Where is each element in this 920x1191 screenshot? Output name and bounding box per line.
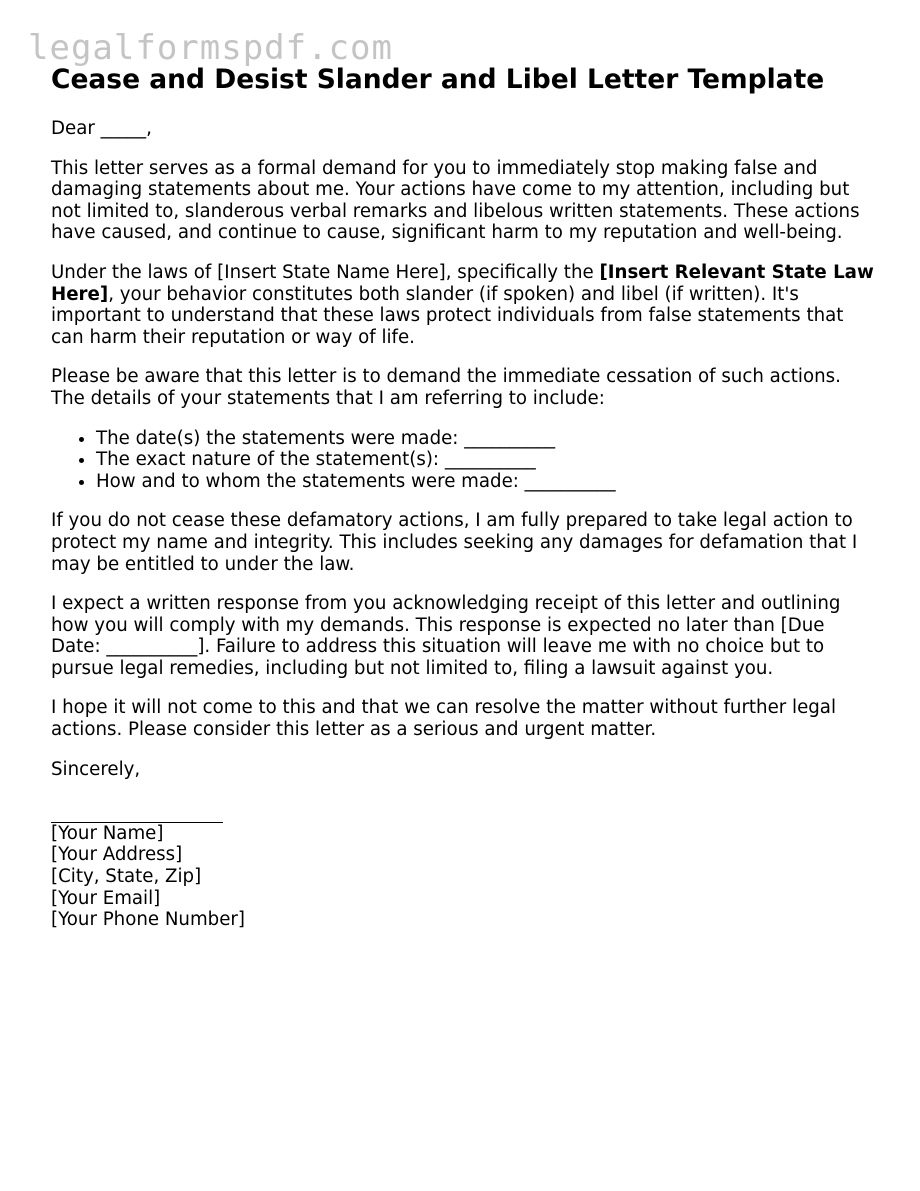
greeting: Dear _____, [51,118,152,139]
signature-name: [Your Name] [51,822,164,844]
list-item: • The date(s) the statements were made: __________ [96,428,877,450]
watermark: legalformspdf.com [28,28,393,68]
signature-address: [Your Address] [51,844,183,866]
signature-email: [Your Email] [51,887,161,909]
document-title: Cease and Desist Slander and Libel Letter Template [51,64,825,95]
paragraph-demand: This letter serves as a formal demand for you to immediately stop making false and damaging statements about me. Your actions have come to my attention, including but not limited to, slanderous verbal remarks and libelous written statements. These actions have caused, and continue to cause, significant harm to my reputation and well-being. [51,157,860,244]
paragraph-details-intro: Please be aware that this letter is to demand the immediate cessation of such actions. The details of your statements that I am referring to include: [51,366,841,409]
legal-basis-text-before: Under the laws of [Insert State Name Here], specifically the [51,261,600,283]
paragraph-response-request: I expect a written response from you acknowledging receipt of this letter and outlining how you will comply with my demands. This response is expected no later than [Due Date: __________]. Failure to address this situation will leave me with no choice but to pursue legal remedies, including but not limited to, filing a lawsuit against you. [51,593,841,679]
list-item: • How and to whom the statements were made: __________ [96,471,877,493]
signature-city: [City, State, Zip] [51,866,202,888]
list-item: • The exact nature of the statement(s): __________ [96,449,877,471]
legal-basis-text-after: , your behavior constitutes both slander (if spoken) and libel (if written). It's important to understand that these laws protect individuals from false statements that can harm their reputation or way of life. [51,283,844,348]
paragraph-legal-basis [51,262,877,348]
signature-block [51,801,877,931]
paragraph-legal-action: If you do not cease these defamatory actions, I am fully prepared to take legal action to protect my name and integrity. This includes seeking any damages for defamation that I may be entitled to under the law. [51,510,858,575]
letter-document [51,62,877,931]
closing: Sincerely, [51,758,141,780]
paragraph-resolution: I hope it will not come to this and that we can resolve the matter without further legal actions. Please consider this letter as a serious and urgent matter. [51,697,837,741]
statement-details-list [51,428,877,493]
state-law-placeholder: [Insert Relevant State Law Here] [51,261,874,305]
signature-line [51,801,223,823]
signature-phone: [Your Phone Number] [51,909,245,931]
